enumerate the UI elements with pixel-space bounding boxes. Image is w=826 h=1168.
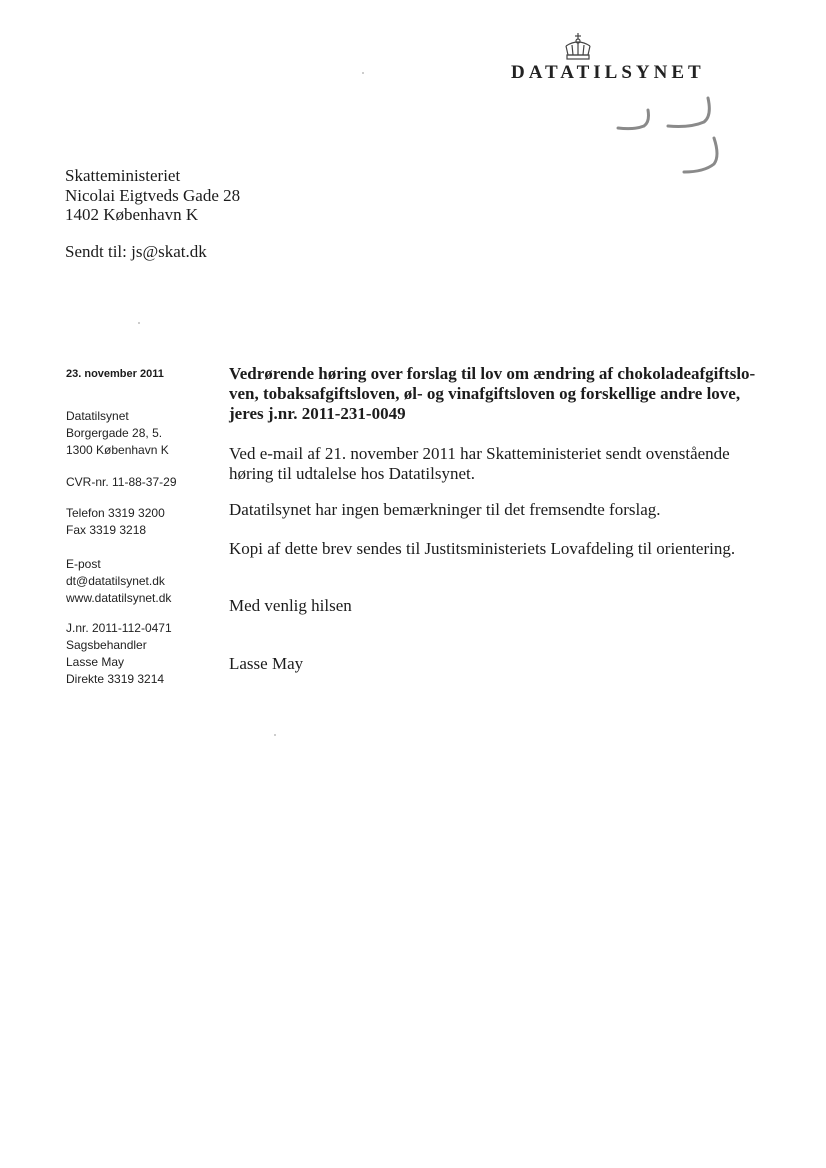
case-block <box>66 620 172 688</box>
contact-block <box>66 556 171 607</box>
case-number: J.nr. 2011-112-0471 <box>66 621 172 635</box>
email-address: dt@datatilsynet.dk <box>66 574 165 588</box>
letter-date: 23. november 2011 <box>66 368 164 380</box>
cvr-line: CVR-nr. 11-88-37-29 <box>66 475 177 489</box>
signature: Lasse May <box>229 654 304 673</box>
case-handler-label: Sagsbehandler <box>66 638 147 652</box>
sender-address-line: 1300 København K <box>66 443 169 457</box>
website: www.datatilsynet.dk <box>66 591 172 605</box>
fax-line: Fax 3319 3218 <box>66 523 147 537</box>
recipient-line: 1402 København K <box>65 205 199 224</box>
crown-icon <box>562 32 594 62</box>
sender-address-line: Borgergade 28, 5. <box>66 426 163 440</box>
scan-speck <box>362 72 364 74</box>
cvr-number <box>66 474 177 491</box>
case-handler-name: Lasse May <box>66 655 125 669</box>
recipient-line: Skatteministeriet <box>65 166 181 185</box>
sender-address <box>66 408 169 459</box>
email-label: E-post <box>66 557 101 571</box>
body-paragraph: Kopi af dette brev sendes til Justitsministeriets Lovafdeling til orientering. <box>229 539 736 558</box>
phone-line: Telefon 3319 3200 <box>66 506 165 520</box>
recipient-address <box>65 166 240 225</box>
scan-speck <box>274 734 276 736</box>
recipient-line: Nicolai Eigtveds Gade 28 <box>65 185 241 205</box>
letter-subject: Vedrørende høring over forslag til lov om ændring af chokoladeafgiftslo-ven, tobaksafgiftsloven, øl- og vinafgiftsloven og forskellige andre love, jeres j.nr. 2011-231-0049 <box>229 364 756 423</box>
direct-phone: Direkte 3319 3214 <box>66 672 165 686</box>
sender-address-line: Datatilsynet <box>66 409 129 423</box>
body-paragraph: Ved e-mail af 21. november 2011 har Skatteministeriet sendt ovenstående høring til udtalelse hos Datatilsynet. <box>229 444 730 483</box>
handwritten-mark <box>610 92 730 178</box>
phone-block <box>66 505 165 539</box>
sent-to-line: Sendt til: js@skat.dk <box>65 242 207 261</box>
scan-speck <box>138 322 140 324</box>
body-paragraph: Datatilsynet har ingen bemærkninger til det fremsendte forslag. <box>229 500 661 519</box>
closing: Med venlig hilsen <box>229 596 352 615</box>
organization-logo: DATATILSYNET <box>511 62 705 83</box>
